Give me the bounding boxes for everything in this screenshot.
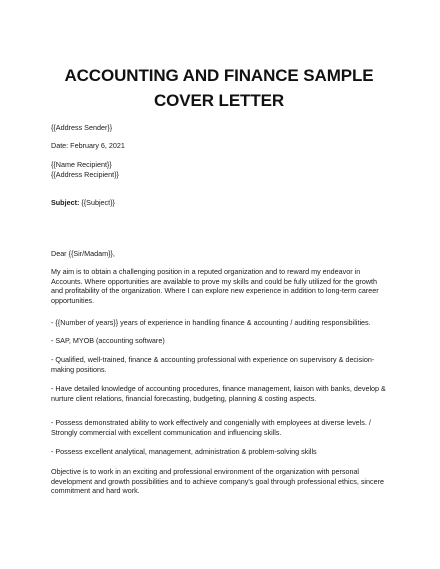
- subject-line: [51, 198, 115, 208]
- title-line-2: COVER LETTER: [153, 91, 285, 110]
- salutation: Dear {{Sir/Madam}},: [51, 249, 115, 258]
- name-recipient: {{Name Recipient}}: [51, 160, 112, 169]
- title-line-1: ACCOUNTING AND FINANCE SAMPLE: [64, 66, 374, 85]
- bullet-knowledge: - Have detailed knowledge of accounting procedures, finance management, liaison with banks, develop & nurture client relations, financial forecasting, budgeting, planning & costing aspects.: [51, 384, 386, 403]
- bullet-ability: - Possess demonstrated ability to work effectively and congenially with employees at diverse levels. / Strongly commercial with excellent communication and influencing skills.: [51, 418, 371, 437]
- bullet-software: - SAP, MYOB (accounting software): [51, 336, 165, 345]
- objective-paragraph: Objective is to work in an exciting and professional environment of the organization with personal development and growth possibilities and to achieve company's goal through professional ethics, sincere commitment and hard work.: [51, 467, 384, 496]
- bullet-skills: - Possess excellent analytical, management, administration & problem-solving skills: [51, 447, 317, 456]
- intro-paragraph: My aim is to obtain a challenging position in a reputed organization and to reward my endeavor in Accounts. Where opportunities are available to prove my skills and could be fully utilized for the growth and profitability of the organization. Where I can explore new experience in addition to long-term career opportunities.: [51, 267, 379, 305]
- bullet-qualified: - Qualified, well-trained, finance & accounting professional with experience on supervisory & decision-making positions.: [51, 355, 375, 374]
- bullet-experience: - {{Number of years}} years of experience in handling finance & accounting / auditing responsibilities.: [51, 318, 371, 327]
- address-recipient: {{Address Recipient}}: [51, 170, 119, 179]
- letter-date: Date: February 6, 2021: [51, 141, 125, 150]
- subject-value: {{Subject}}: [79, 198, 115, 207]
- document-title: [51, 0, 387, 113]
- subject-label: Subject:: [51, 198, 80, 207]
- address-sender: {{Address Sender}}: [51, 123, 113, 132]
